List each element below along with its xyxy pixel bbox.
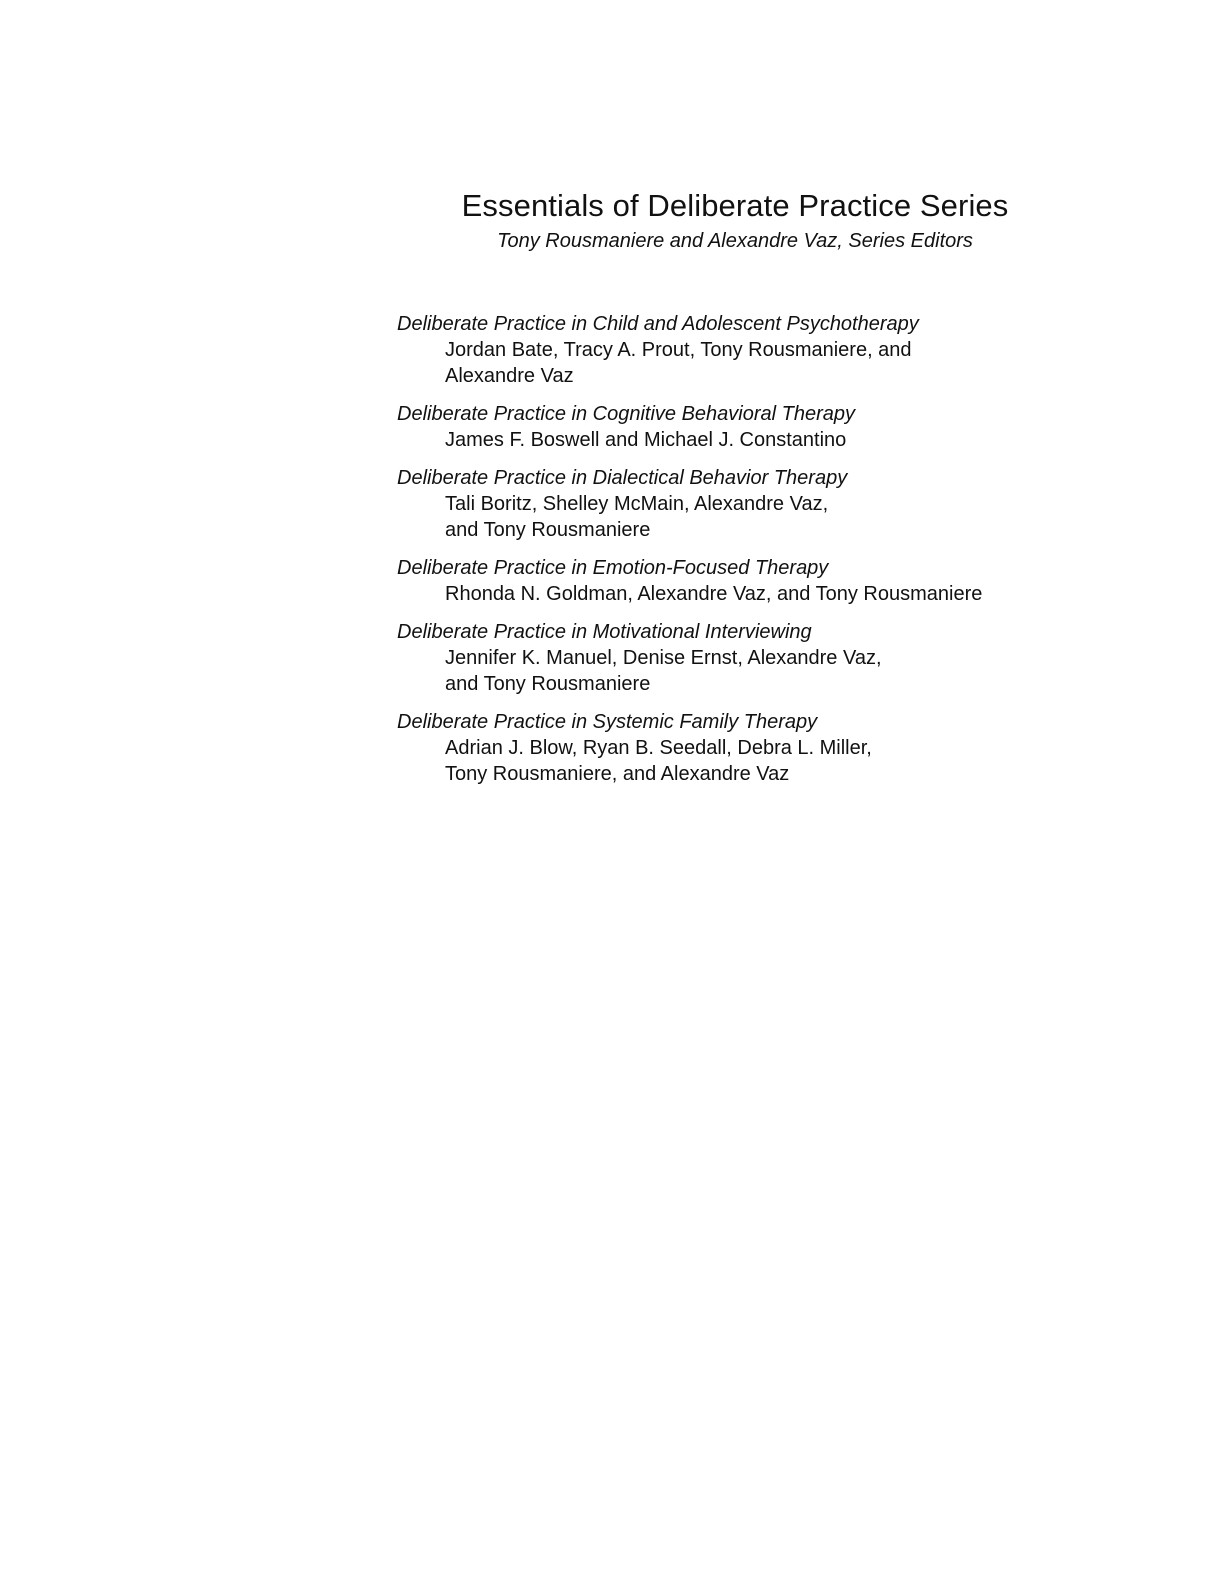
book-entry <box>397 555 1077 607</box>
book-authors <box>397 427 1077 453</box>
author-line: Tali Boritz, Shelley McMain, Alexandre Vaz, <box>445 493 829 515</box>
author-line: James F. Boswell and Michael J. Constantino <box>445 429 847 451</box>
book-authors <box>397 491 1077 543</box>
author-line: Jennifer K. Manuel, Denise Ernst, Alexandre Vaz, <box>445 647 882 669</box>
book-title: Deliberate Practice in Cognitive Behavioral Therapy <box>397 403 856 425</box>
author-line: and Tony Rousmaniere <box>445 673 651 695</box>
series-editors: Tony Rousmaniere and Alexandre Vaz, Series Editors <box>497 230 973 252</box>
author-line: Rhonda N. Goldman, Alexandre Vaz, and Tony Rousmaniere <box>445 583 983 605</box>
book-entry <box>397 401 1077 453</box>
author-line: Alexandre Vaz <box>445 365 574 387</box>
book-title: Deliberate Practice in Systemic Family Therapy <box>397 711 818 733</box>
author-line: Tony Rousmaniere, and Alexandre Vaz <box>445 763 790 785</box>
book-title: Deliberate Practice in Motivational Interviewing <box>397 621 812 643</box>
book-list <box>397 311 1077 799</box>
series-header <box>440 186 1030 255</box>
author-line: Adrian J. Blow, Ryan B. Seedall, Debra L. Miller, <box>445 737 872 759</box>
series-title: Essentials of Deliberate Practice Series <box>461 188 1009 223</box>
author-line: Jordan Bate, Tracy A. Prout, Tony Rousmaniere, and <box>445 339 912 361</box>
author-line: and Tony Rousmaniere <box>445 519 651 541</box>
book-authors <box>397 645 1077 697</box>
book-entry <box>397 619 1077 697</box>
book-authors <box>397 581 1077 607</box>
book-title: Deliberate Practice in Emotion-Focused Therapy <box>397 557 829 579</box>
book-title: Deliberate Practice in Dialectical Behavior Therapy <box>397 467 848 489</box>
book-entry <box>397 709 1077 787</box>
book-authors <box>397 337 1077 389</box>
book-entry <box>397 311 1077 389</box>
book-entry <box>397 465 1077 543</box>
book-title: Deliberate Practice in Child and Adolescent Psychotherapy <box>397 313 919 335</box>
book-authors <box>397 735 1077 787</box>
